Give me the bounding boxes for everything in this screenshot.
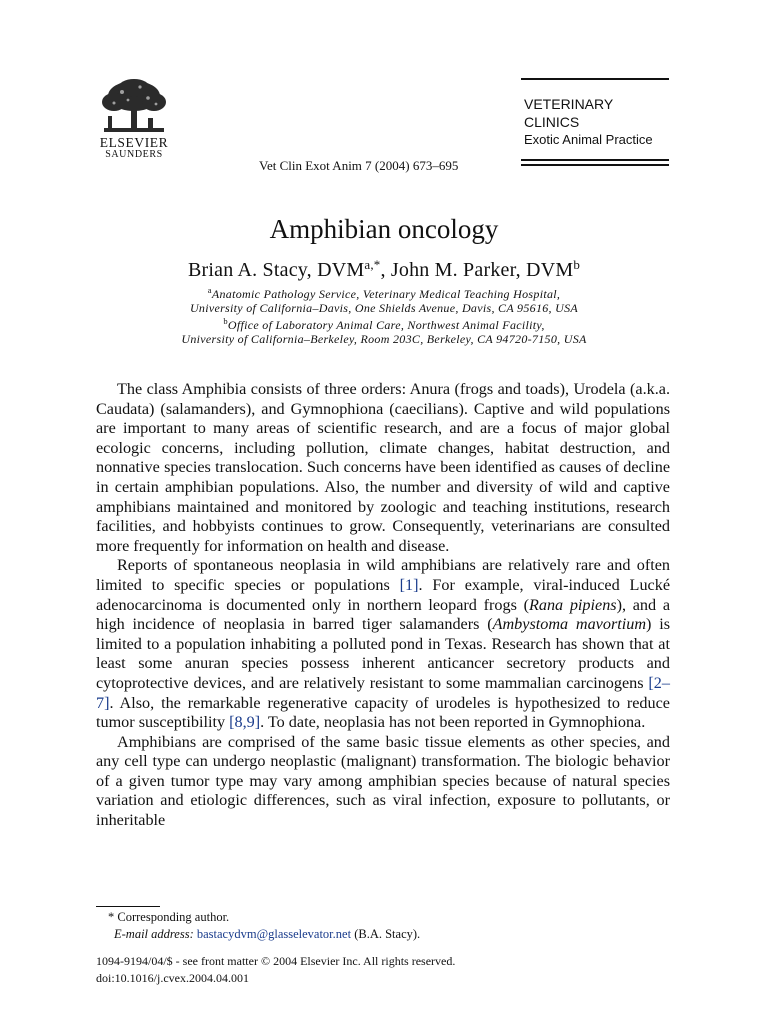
masthead-bottom-rules (521, 159, 669, 166)
doi-line: doi:10.1016/j.cvex.2004.04.001 (96, 971, 249, 985)
author-name: Brian A. Stacy, DVM (187, 259, 365, 281)
corresponding-author-note: * Corresponding author. (108, 910, 230, 924)
journal-masthead (521, 78, 669, 166)
affiliation-line (0, 285, 768, 302)
publisher-name: ELSEVIER (99, 135, 169, 150)
tree-logo-icon (100, 78, 168, 136)
text-run: Reports of spontaneous neoplasia in wild amphibians are relatively rare and often limited to specific species or populations (96, 556, 670, 594)
journal-title (521, 80, 669, 155)
citation-link[interactable]: [1] (399, 575, 419, 594)
journal-line-3: Exotic Animal Practice (524, 132, 653, 147)
author-affiliation-mark: b (573, 257, 581, 272)
body-paragraph: Amphibians are comprised of the same basic tissue elements as other species, and any cell type can undergo neoplastic (malignant) transformation. The biologic behavior of a given tumor type may vary among amphibian species because of natural species variation and etiologic differences, such as viral infection, exposure to pollutants, or inheritable (96, 732, 670, 830)
body-paragraph (96, 556, 670, 732)
text-run: ), and a high incidence of neoplasia in barred tiger salamanders ( (96, 595, 671, 634)
email-label: E-mail address: (114, 927, 194, 941)
text-run: . For example, viral-induced Lucké adenocarcinoma is documented only in northern leopard frogs ( (96, 575, 670, 614)
affiliation-mark: b (223, 316, 228, 326)
text-run: ) is limited to a population inhabiting a polluted pond in Texas. Research has shown that at least some anuran species possess inherent anticancer secretory products and cytoprotective devices, and are relatively resistant to some mammalian carcinogens (96, 615, 671, 692)
species-name: Rana pipiens (528, 595, 617, 614)
author-separator: , (380, 259, 391, 281)
affiliation-text: University of California–Davis, One Shields Avenue, Davis, CA 95616, USA (189, 301, 579, 315)
masthead-rule-2 (521, 164, 669, 166)
affiliation-line (0, 316, 768, 333)
species-name: Ambystoma mavortium (492, 615, 647, 634)
author-affiliation-mark: a,* (364, 257, 381, 272)
journal-line-2: CLINICS (524, 114, 580, 130)
issn-line: 1094-9194/04/$ - see front matter © 2004 Elsevier Inc. All rights reserved. (96, 954, 456, 968)
text-run: . Also, the remarkable regenerative capacity of urodeles is hypothesized to reduce tumor susceptibility (96, 693, 670, 732)
footnote-rule (96, 906, 160, 907)
affiliation-line (0, 301, 768, 316)
journal-citation: Vet Clin Exot Anim 7 (2004) 673–695 (259, 158, 459, 173)
article-title: Amphibian oncology (269, 214, 499, 244)
affiliation-line (0, 332, 768, 347)
body-paragraph: The class Amphibia consists of three orders: Anura (frogs and toads), Urodela (a.k.a. Caudata) (salamanders), and Gymnophiona (caecilians). Captive and wild populations are important to many areas of scientific research, and are a focus of major global ecologic concerns, including pollution, climate changes, habitat destruction, and nonnative species translocation. Such concerns have been identified as causes of decline in certain amphibian populations. Also, the number and diversity of wild and captive amphibians maintained and monitored by zoologic and teaching institutions, research facilities, and hobbyists continues to grow. Consequently, veterinarians are consulted more frequently for information on health and disease. (96, 380, 670, 555)
publisher-logo (96, 78, 172, 160)
author-line (0, 257, 768, 282)
affiliation-text: Office of Laboratory Animal Care, Northwest Animal Facility, (227, 318, 545, 332)
email-suffix: (B.A. Stacy). (351, 927, 421, 941)
author-name: John M. Parker, DVM (390, 259, 574, 281)
email-note (114, 927, 420, 942)
publisher-imprint: SAUNDERS (105, 149, 163, 160)
affiliation-text: University of California–Berkeley, Room 203C, Berkeley, CA 94720-7150, USA (181, 332, 587, 346)
journal-line-1: VETERINARY (524, 96, 614, 112)
citation-link[interactable]: [8,9] (229, 713, 261, 732)
email-link[interactable]: bastacydvm@glasselevator.net (196, 927, 352, 941)
article-body (96, 380, 670, 831)
affiliation-mark: a (207, 285, 212, 295)
affiliation-text: Anatomic Pathology Service, Veterinary Medical Teaching Hospital, (211, 287, 561, 301)
text-run: . To date, neoplasia has not been reported in Gymnophiona. (260, 713, 646, 732)
citation-link[interactable]: [2–7] (96, 673, 670, 712)
masthead-rule-1 (521, 159, 669, 161)
